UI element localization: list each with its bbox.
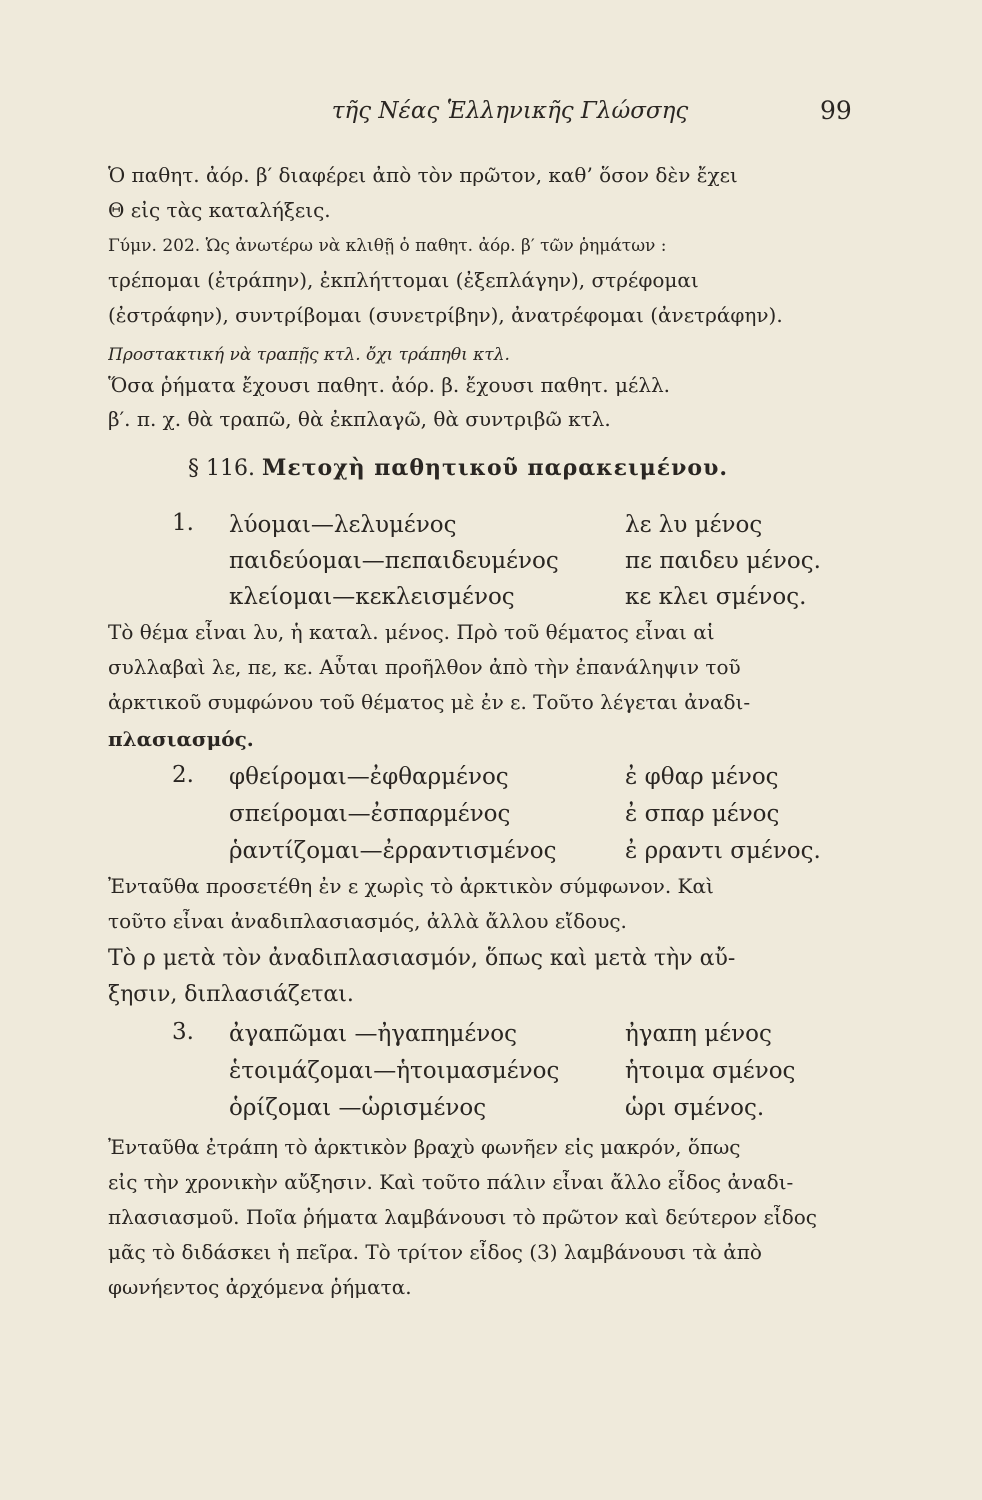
paradigm-rhs: ἡτοιμα σμένος (625, 1058, 796, 1084)
paradigm-lhs: κλείομαι—κεκλεισμένος (229, 584, 515, 610)
text-line: Ὅσα ῥήματα ἔχουσι παθητ. ἀόρ. β. ἔχουσι παθητ. μέλλ. (108, 373, 671, 397)
running-title: τῆς Νέας Ἑλληνικῆς Γλώσσης (331, 98, 689, 124)
paradigm-rhs: ὡρι σμένος. (625, 1095, 765, 1121)
paradigm-rhs: κε κλει σμένος. (625, 584, 807, 610)
paradigm-rhs: ἐ σπαρ μένος (625, 801, 780, 827)
paradigm-lhs: ἀγαπῶμαι —ἠγαπημένος (229, 1021, 518, 1047)
paradigm-lhs: ὁρίζομαι —ὡρισμένος (229, 1095, 487, 1121)
paradigm-rhs: πε παιδευ μένος. (625, 548, 821, 574)
page-number: 99 (820, 96, 852, 125)
paradigm-lhs: παιδεύομαι—πεπαιδευμένος (229, 548, 559, 574)
text-line: Θ εἰς τὰς καταλήξεις. (108, 198, 331, 222)
imperative-note: Προστακτική νὰ τραπῇς κτλ. ὄχι τράπηθι κτλ. (108, 345, 510, 365)
text-line: Ἐνταῦθα ἐτράπη τὸ ἀρκτικὸν βραχὺ φωνῆεν εἰς μακρόν, ὅπως (108, 1135, 741, 1159)
text-line: Τὸ ρ μετὰ τὸν ἀναδιπλασιασμόν, ὅπως καὶ μετὰ τὴν αὔ- (108, 946, 736, 971)
text-line: Ἐνταῦθα προσετέθη ἐν ε χωρὶς τὸ ἀρκτικὸν σύμφωνον. Καὶ (108, 874, 714, 898)
text-line: ἀρκτικοῦ συμφώνου τοῦ θέματος μὲ ἐν ε. Τοῦτο λέγεται ἀναδι- (108, 690, 751, 714)
section-heading (188, 455, 948, 481)
exercise-line: (ἐστράφην), συντρίβομαι (συνετρίβην), ἀνατρέφομαι (ἀνετράφην). (108, 303, 783, 327)
paradigm-rhs: ἐ ρραντι σμένος. (625, 838, 821, 864)
exercise-line: Γύμν. 202. Ὡς ἀνωτέρω νὰ κλιθῇ ὁ παθητ. ἀόρ. β′ τῶν ῥημάτων : (108, 236, 667, 256)
text-line: συλλαβαὶ λε, πε, κε. Αὗται προῆλθον ἀπὸ τὴν ἐπανάληψιν τοῦ (108, 655, 741, 679)
text-line: μᾶς τὸ διδάσκει ἡ πεῖρα. Τὸ τρίτον εἶδος (3) λαμβάνουσι τὰ ἀπὸ (108, 1240, 762, 1264)
text-line: εἰς τὴν χρονικὴν αὔξησιν. Καὶ τοῦτο πάλιν εἶναι ἄλλο εἶδος ἀναδι- (108, 1170, 794, 1194)
section-mark: § 116. (188, 456, 255, 481)
text-line: τοῦτο εἶναι ἀναδιπλασιασμός, ἀλλὰ ἄλλου εἴδους. (108, 909, 627, 933)
paradigm-rhs: ἠγαπη μένος (625, 1021, 772, 1047)
group-number: 2. (172, 762, 194, 788)
text-line: φωνήεντος ἀρχόμενα ῥήματα. (108, 1275, 412, 1299)
paradigm-rhs: ἐ φθαρ μένος (625, 764, 779, 790)
section-title: Μετοχὴ παθητικοῦ παρακειμένου. (261, 455, 728, 481)
text-line: Τὸ θέμα εἶναι λυ, ἡ καταλ. μένος. Πρὸ τοῦ θέματος εἶναι αἱ (108, 620, 715, 644)
text-line: Ὁ παθητ. ἀόρ. β′ διαφέρει ἀπὸ τὸν πρῶτον, καθ’ ὅσον δὲν ἔχει (108, 163, 738, 187)
paradigm-lhs: ἑτοιμάζομαι—ἡτοιμασμένος (229, 1058, 560, 1084)
paradigm-rhs: λε λυ μένος (625, 512, 763, 538)
text-line: β′. π. χ. θὰ τραπῶ, θὰ ἐκπλαγῶ, θὰ συντριβῶ κτλ. (108, 407, 611, 431)
text-line: πλασιασμοῦ. Ποῖα ῥήματα λαμβάνουσι τὸ πρῶτον καὶ δεύτερον εἶδος (108, 1205, 817, 1229)
paradigm-lhs: σπείρομαι—ἐσπαρμένος (229, 801, 511, 827)
paradigm-lhs: λύομαι—λελυμένος (229, 512, 457, 538)
text-line: ξησιν, διπλασιάζεται. (108, 982, 354, 1007)
exercise-line: τρέπομαι (ἐτράπην), ἐκπλήττομαι (ἐξεπλάγην), στρέφομαι (108, 268, 699, 292)
paradigm-lhs: φθείρομαι—ἐφθαρμένος (229, 764, 509, 790)
group-number: 3. (172, 1019, 194, 1045)
text-line: πλασιασμός. (108, 727, 254, 751)
paradigm-lhs: ῥαντίζομαι—ἐρραντισμένος (229, 838, 557, 864)
running-header (0, 98, 982, 138)
group-number: 1. (172, 510, 194, 536)
